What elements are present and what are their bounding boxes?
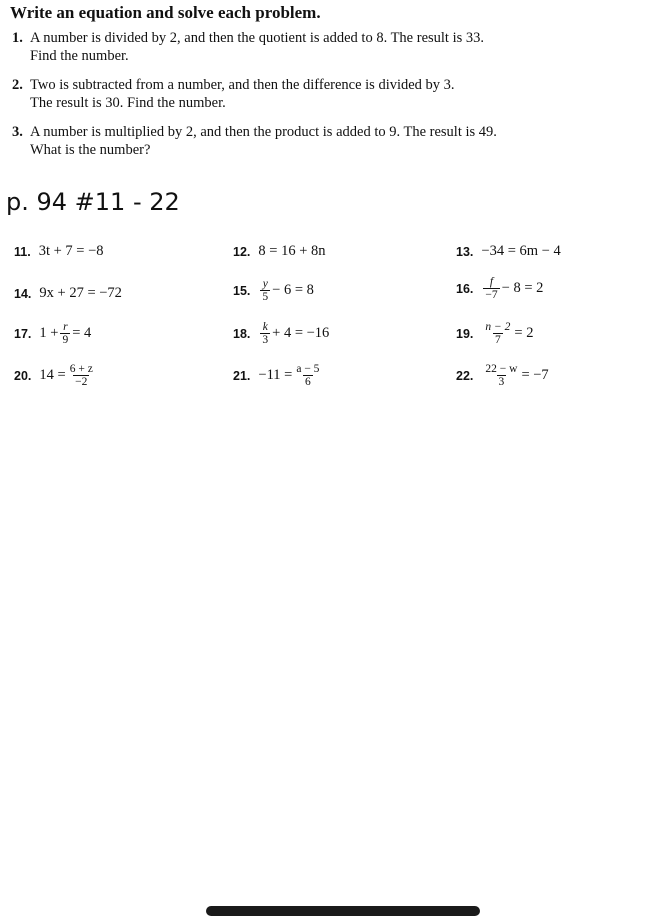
fraction	[483, 276, 499, 301]
equation-number: 15.	[233, 283, 251, 298]
problem-number: 2.	[12, 77, 23, 93]
equation-20	[14, 363, 97, 388]
equation-19	[456, 321, 533, 346]
equation-14	[14, 285, 122, 302]
denominator: 6	[305, 376, 311, 388]
word-problem-1	[12, 29, 484, 65]
problem-text: A number is multiplied by 2, and then the product is added to 9. The result is 49.	[30, 124, 497, 140]
equation-number: 13.	[456, 244, 474, 259]
equation-text: 3t + 7 = −8	[38, 243, 104, 259]
fraction	[294, 363, 321, 388]
fraction	[68, 363, 95, 388]
equation-rest: = −7	[521, 367, 549, 383]
numerator: 22 − w	[485, 363, 518, 375]
numerator: k	[262, 321, 268, 333]
equation-18	[233, 321, 329, 346]
problem-number: 1.	[12, 30, 23, 46]
numerator: r	[63, 321, 68, 333]
equation-number: 12.	[233, 244, 251, 259]
equation-number: 22.	[456, 368, 474, 383]
problem-text: A number is divided by 2, and then the quotient is added to 8. The result is 33.	[30, 30, 485, 46]
fraction	[483, 363, 519, 388]
worksheet-heading: Write an equation and solve each problem.	[10, 3, 321, 22]
equation-rest: + 4 = −16	[272, 325, 330, 341]
equation-number: 16.	[456, 281, 474, 296]
equation-text: 9x + 27 = −72	[39, 285, 122, 301]
equation-rest: = 2	[514, 325, 534, 341]
equation-16	[456, 276, 543, 301]
denominator: 3	[262, 334, 269, 346]
problem-text-cont: The result is 30. Find the number.	[30, 95, 226, 111]
equation-12	[233, 243, 326, 260]
equation-13	[456, 243, 561, 260]
equation-11	[14, 243, 104, 260]
denominator: 7	[495, 334, 501, 346]
problem-text-cont: Find the number.	[30, 48, 129, 64]
equation-number: 14.	[14, 286, 32, 301]
page-reference: p. 94 #11 - 22	[6, 188, 180, 216]
problem-text-cont: What is the number?	[30, 142, 151, 158]
word-problem-3	[12, 123, 497, 159]
problem-text: Two is subtracted from a number, and then the difference is divided by 3.	[30, 77, 455, 93]
equation-number: 17.	[14, 326, 32, 341]
equation-number: 11.	[14, 244, 31, 259]
numerator: 6 + z	[69, 363, 93, 375]
home-indicator-bar[interactable]	[206, 906, 480, 916]
equation-17	[14, 321, 91, 346]
numerator: f	[489, 276, 494, 288]
equation-pre: −11 =	[258, 367, 293, 383]
equation-pre: 14 =	[39, 367, 66, 383]
numerator: n − 2	[485, 321, 511, 333]
denominator: 9	[62, 334, 69, 346]
denominator: 5	[262, 291, 269, 303]
numerator: y	[262, 278, 268, 290]
fraction	[260, 278, 270, 303]
equation-22	[456, 363, 549, 388]
equation-rest: = 4	[72, 325, 92, 341]
fraction	[60, 321, 70, 346]
equation-text: −34 = 6m − 4	[481, 243, 561, 259]
numerator: a − 5	[296, 363, 320, 375]
problem-number: 3.	[12, 124, 23, 140]
denominator: 3	[498, 376, 505, 388]
equation-number: 18.	[233, 326, 251, 341]
equation-number: 21.	[233, 368, 251, 383]
equation-pre: 1 +	[39, 325, 59, 341]
equation-number: 19.	[456, 326, 474, 341]
equation-rest: − 8 = 2	[501, 280, 544, 296]
equation-text: 8 = 16 + 8n	[258, 243, 326, 259]
fraction	[483, 321, 512, 346]
word-problem-2	[12, 76, 455, 112]
equation-21	[233, 363, 323, 388]
equation-rest: − 6 = 8	[272, 282, 314, 298]
denominator: −2	[75, 376, 88, 388]
equation-number: 20.	[14, 368, 32, 383]
fraction	[260, 321, 270, 346]
denominator: −7	[485, 289, 498, 301]
equation-15	[233, 278, 314, 303]
